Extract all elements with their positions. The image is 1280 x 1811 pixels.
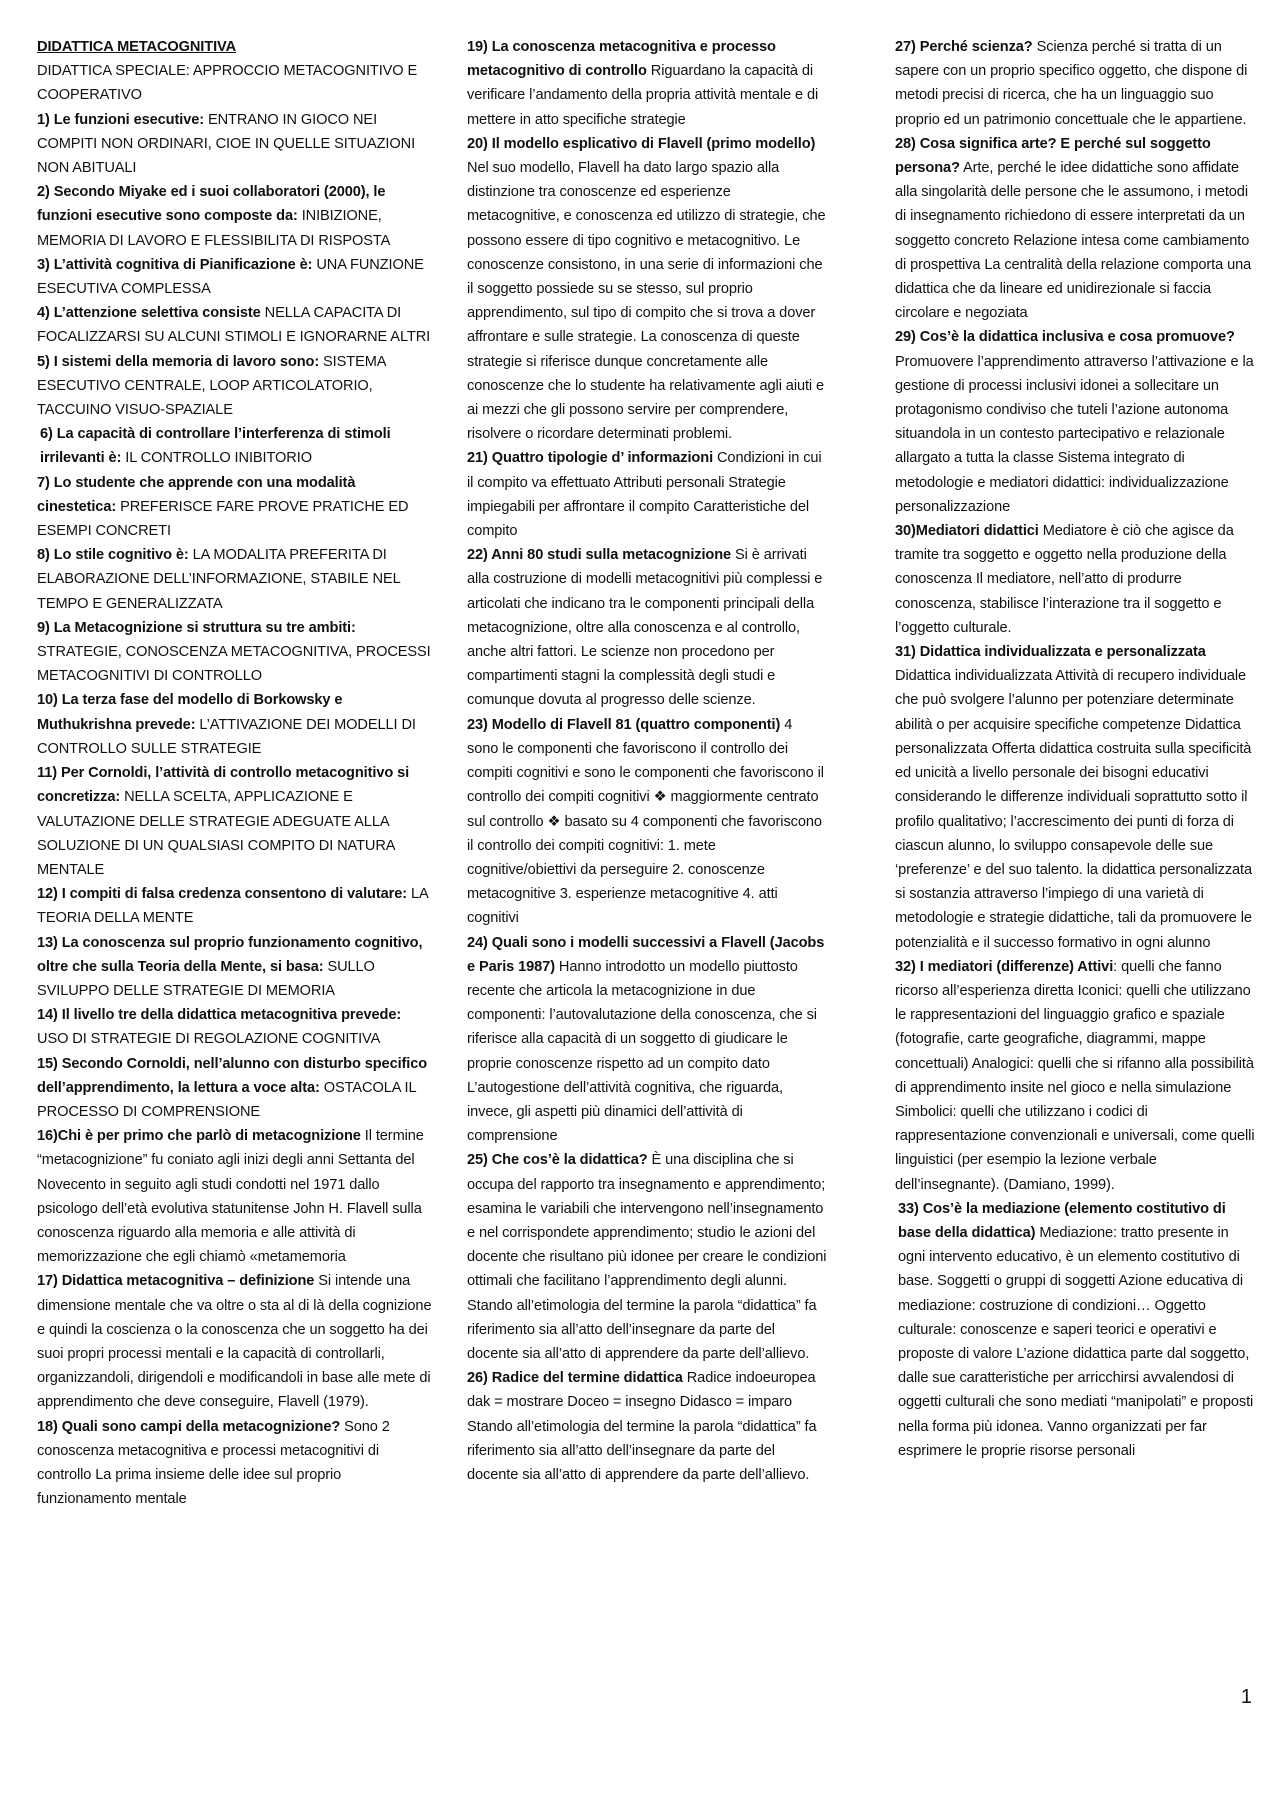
question-text: 25) Che cos’è la didattica? (467, 1152, 648, 1169)
qa-paragraph (467, 1366, 827, 1487)
qa-paragraph (895, 519, 1255, 640)
qa-paragraph (467, 446, 827, 543)
question-text: 7) Lo studente che apprende con una modalità cinestetica: (37, 474, 356, 515)
answer-text: Mediatore è ciò che agisce da tramite tra soggetto e oggetto nella produzione della conoscenza Il mediatore, nell’atto di produrre conoscenza, stabilisce l’interazione tra il soggetto e l’oggetto culturale. (895, 523, 1234, 636)
question-text: 27) Perché scienza? (895, 39, 1033, 55)
question-text: 14) Il livello tre della didattica metacognitiva prevede: (37, 1007, 402, 1024)
answer-text: UNA FUNZIONE ESECUTIVA COMPLESSA (37, 256, 424, 298)
answer-text: USO DI STRATEGIE DI REGOLAZIONE COGNITIVA (37, 1031, 381, 1048)
question-text: 18) Quali sono campi della metacognizione? (37, 1418, 341, 1435)
answer-text: Si intende una dimensione mentale che va oltre o sta al di là della cognizione e quindi la coscienza o la conoscenza che un soggetto ha dei suoi propri processi mentali e la capacità di controllarli, organizzandoli, dirigendoli e modificandoli in base alle mete di apprendimento che deve conseguire, Flavell (1979). (37, 1273, 432, 1411)
answer-text: STRATEGIE, CONOSCENZA METACOGNITIVA, PROCESSI METACOGNITIVI DI CONTROLLO (37, 644, 431, 685)
question-text: 3) L’attività cognitiva di Pianificazione è: (37, 256, 313, 273)
qa-paragraph (895, 640, 1255, 955)
qa-paragraph (37, 1415, 432, 1512)
question-text: 11) Per Cornoldi, l’attività di controllo metacognitivo si concretizza: (37, 765, 410, 806)
qa-paragraph (37, 1003, 432, 1051)
qa-paragraph (37, 1052, 432, 1125)
question-text: 5) I sistemi della memoria di lavoro sono: (37, 353, 320, 370)
question-text: 28) Cosa significa arte? E perché sul soggetto persona? (895, 135, 1211, 177)
qa-paragraph (895, 35, 1255, 325)
answer-text: 4 sono le componenti che favoriscono il controllo dei compiti cognitivi e sono le componenti che favoriscono il controllo dei compiti cognitivi ❖ maggiormente centrato sul controllo ❖ basato su 4 componenti che favoriscono il controllo dei compiti cognitivi: 1. mete cognitive/obiettivi da perseguire 2. conoscenze metacognitive 3. esperienze metacognitive 4. atti cognitivi (467, 716, 824, 927)
answer-text: Riguardano la capacità di verificare l’andamento della propria attività mentale e di mettere in atto specifiche strategie (467, 63, 819, 128)
answer-text: Condizioni in cui il compito va effettuato Attributi personali Strategie impiegabili per affrontare il compito Caratteristiche del compito (467, 450, 822, 540)
qa-paragraph (467, 713, 827, 931)
question-text: 15) Secondo Cornoldi, nell’alunno con disturbo specifico dell’apprendimento, la lettura a voce alta: (37, 1055, 428, 1096)
answer-text: OSTACOLA IL PROCESSO DI COMPRENSIONE (37, 1079, 416, 1120)
qa-paragraph (37, 59, 432, 107)
qa-paragraph (37, 35, 432, 59)
question-text: 19) La conoscenza metacognitiva e processo metacognitivo di controllo (467, 39, 776, 80)
qa-paragraph (467, 132, 827, 447)
question-text: 20) Il modello esplicativo di Flavell (primo modello) (467, 135, 816, 152)
answer-text: NELLA SCELTA, APPLICAZIONE E VALUTAZIONE DELLE STRATEGIE ADEGUATE ALLA SOLUZIONE DI UN QUALSIASI COMPITO DI NATURA MENTALE (37, 789, 395, 878)
question-text: 12) I compiti di falsa credenza consentono di valutare: (37, 886, 407, 903)
answer-text: Nel suo modello, Flavell ha dato largo spazio alla distinzione tra conoscenze ed esperienze metacognitive, e conoscenza ed utilizzo di strategie, che possono essere di tipo cognitivo e metacognitivo. Le conoscenze consistono, in una serie di informazioni che il soggetto possiede su se stesso, sul proprio apprendimento, sul tipo di compito che si trova a dover affrontare e sulle strategie. La conoscenza di queste strategie si riferisce dunque concretamente alle conoscenze che lo studente ha relativamente agli aiuti e ai mezzi che gli possono servire per comprendere, risolvere o ricordare determinati problemi. (467, 160, 826, 443)
question-text: 1) Le funzioni esecutive: (37, 111, 204, 128)
answer-text: LA TEORIA DELLA MENTE (37, 886, 428, 927)
qa-paragraph (37, 108, 432, 181)
qa-paragraph (37, 422, 432, 470)
qa-paragraph (37, 350, 432, 423)
answer-text: L’ATTIVAZIONE DEI MODELLI DI CONTROLLO SULLE STRATEGIE (37, 716, 416, 757)
column-middle (467, 35, 827, 1487)
answer-text: ENTRANO IN GIOCO NEI COMPITI NON ORDINARI, CIOE IN QUELLE SITUAZIONI NON ABITUALI (37, 111, 416, 177)
qa-paragraph (37, 180, 432, 253)
answer-text: Arte, perché le idee didattiche sono affidate alla singolarità delle persone che le assumono, i metodi di insegnamento richiedono di essere interpretati da un soggetto concreto Relazione intesa come cambiamento di prospettiva La centralità della relazione comporta una didattica che da lineare ed unidirezionale si faccia circolare e negoziata (895, 160, 1252, 322)
answer-text: NELLA CAPACITA DI FOCALIZZARSI SU ALCUNI STIMOLI E IGNORARNE ALTRI (37, 305, 431, 346)
question-text: 2) Secondo Miyake ed i suoi collaboratori (2000), le funzioni esecutive sono composte da: (37, 184, 386, 225)
qa-paragraph (467, 931, 827, 1149)
qa-paragraph (895, 1197, 1255, 1463)
answer-text: PREFERISCE FARE PROVE PRATICHE ED ESEMPI CONCRETI (37, 498, 409, 540)
answer-text: Il termine “metacognizione” fu coniato agli inizi degli anni Settanta del Novecento in seguito agli studi condotti nel 1971 dallo psicologo dell’età evolutiva statunitense John H. Flavell sulla conoscenza riguardo alla memoria e alle attività di memorizzazione che egli chiamò «metamemoria (37, 1128, 424, 1266)
question-text: 16)Chi è per primo che parlò di metacognizione (37, 1128, 361, 1145)
qa-paragraph (37, 1269, 432, 1414)
qa-paragraph (37, 471, 432, 544)
document-title: DIDATTICA METACOGNITIVA (37, 39, 237, 55)
qa-paragraph (37, 543, 432, 616)
answer-text: Radice indoeuropea dak = mostrare Doceo = insegno Didasco = imparo Stando all’etimologia del termine la parola “didattica” fa riferimento sia all’atto dell’insegnare da parte del docente sia all’atto di apprendere da parte dell’allievo. (467, 1370, 817, 1483)
qa-paragraph (37, 1124, 432, 1269)
question-text: 8) Lo stile cognitivo è: (37, 547, 189, 564)
question-text: 29) Cos’è la didattica inclusiva e cosa promuove? (895, 329, 1235, 346)
answer-text: Sono 2 conoscenza metacognitiva e processi metacognitivi di controllo La prima insieme delle idee sul proprio funzionamento mentale (37, 1418, 390, 1508)
question-text: 4) L’attenzione selettiva consiste (37, 305, 261, 322)
document-page (37, 35, 1253, 1735)
answer-text: Mediazione: tratto presente in ogni intervento educativo, è un elemento costitutivo di base. Soggetti o gruppi di soggetti Azione educativa di mediazione: costruzione di condizioni… Oggetto culturale: conoscenze e saperi teorici e operativi e proposte di valore L’azione didattica parte dal soggetto, dalle sue caratteristiche per arricchirsi avvalendosi di oggetti culturali che sono mediati “manipolati” e proposti nella forma più idonea. Vanno organizzati per far esprimere le proprie risorse personali (898, 1224, 1254, 1459)
qa-paragraph (37, 761, 432, 882)
question-text: 32) I mediatori (differenze) Attivi (895, 958, 1114, 975)
answer-text: È una disciplina che si occupa del rapporto tra insegnamento e apprendimento; esamina le variabili che intervengono nell’insegnamento e nel corrispondete apprendimento; studio le azioni del docente che risultano più idonee per creare le condizioni ottimali che facilitano l’apprendimento degli alunni. Stando all’etimologia del termine la parola “didattica” fa riferimento sia all’atto dell’insegnare da parte del docente sia all’atto di apprendere da parte dell’allievo. (467, 1152, 827, 1362)
answer-text: Didattica individualizzata Attività di recupero individuale che può svolgere l’alunno per potenziare determinate abilità o per acquisire specifiche competenze Didattica personalizzata Offerta didattica costruita sulla specificità ed unicità a livello personale dei bisogni educativi considerando le differenze individuali soprattutto sotto il profilo qualitativo; l’accrescimento dei punti di forza di ciascun alunno, lo sviluppo consapevole delle sue ‘preferenze’ e del suo talento. la didattica personalizzata si sostanzia attraverso l’impiego di una varietà di metodologie e strategie didattiche, tali da promuovere le potenzialità e il successo formativo in ogni alunno (895, 668, 1253, 951)
qa-paragraph (37, 931, 432, 1004)
answer-text: SULLO SVILUPPO DELLE STRATEGIE DI MEMORIA (37, 958, 375, 999)
question-text: 21) Quattro tipologie d’ informazioni (467, 450, 714, 467)
qa-paragraph (37, 301, 432, 349)
question-text: 22) Anni 80 studi sulla metacognizione (467, 547, 732, 564)
answer-text: Promuovere l’apprendimento attraverso l’attivazione e la gestione di processi inclusivi idonei a sollecitare un protagonismo condiviso che tuteli l’azione autonoma situandola in un contesto partecipativo e relazionale allargato a tutta la classe Sistema integrato di metodologie e mediatori didattici: individualizzazione personalizzazione (895, 353, 1254, 515)
answer-text: IL CONTROLLO INIBITORIO (121, 450, 312, 467)
question-text: 30)Mediatori didattici (895, 523, 1039, 540)
answer-text: SISTEMA ESECUTIVO CENTRALE, LOOP ARTICOLATORIO, TACCUINO VISUO-SPAZIALE (37, 353, 386, 419)
qa-paragraph (467, 543, 827, 712)
answer-text: : quelli che fanno ricorso all’esperienza diretta Iconici: quelli che utilizzano le rappresentazioni del linguaggio grafico e spaziale (fotografie, carte geografiche, diagrammi, mappe concettuali) Analogici: quelli che si rifanno alla possibilità di apprendimento insite nel gioco e nella simulazione Simbolici: quelli che utilizzano i codici di rappresentazione convenzionali e universali, come quelli linguistici (per esempio la lezione verbale dell’insegnante). (Damiano, 1999). (895, 958, 1255, 1193)
qa-paragraph (37, 616, 432, 689)
answer-text: Si è arrivati alla costruzione di modelli metacognitivi più complessi e articolati che indicano tra le componenti principali della metacognizione, oltre alla conoscenza e al controllo, anche altri fattori. Le scienze non procedono per compartimenti stagni la complessità degli studi e comunque dovuta al progresso delle scienze. (467, 547, 823, 709)
question-text: 10) La terza fase del modello di Borkowsky e Muthukrishna prevede: (37, 692, 343, 733)
question-text: 26) Radice del termine didattica (467, 1370, 683, 1387)
question-text: 6) La capacità di controllare l’interferenza di stimoli irrilevanti è: (40, 426, 391, 467)
answer-text: INIBIZIONE, MEMORIA DI LAVORO E FLESSIBILITA DI RISPOSTA (37, 208, 391, 249)
qa-paragraph (895, 325, 1255, 519)
question-text: 23) Modello di Flavell 81 (quattro componenti) (467, 716, 781, 733)
answer-text: Hanno introdotto un modello piuttosto recente che articola la metacognizione in due componenti: l’autovalutazione della conoscenza, che si riferisce alla capacità di un soggetto di giudicare le proprie conoscenze rispetto ad un compito dato L’autogestione dell’attività cognitiva, che riguarda, invece, gli aspetti più dinamici dell’attività di comprensione (467, 958, 817, 1145)
qa-paragraph (37, 688, 432, 761)
answer-text: Scienza perché si tratta di un sapere con un proprio specifico oggetto, che dispone di metodi precisi di ricerca, che ha un linguaggio suo proprio ed un patrimonio concettuale che le appartiene. (895, 39, 1248, 128)
column-right (895, 35, 1255, 1463)
answer-text: LA MODALITA PREFERITA DI ELABORAZIONE DELL’INFORMAZIONE, STABILE NEL TEMPO E GENERALIZZATA (37, 547, 401, 612)
question-text: 31) Didattica individualizzata e personalizzata (895, 644, 1206, 661)
question-text: 24) Quali sono i modelli successivi a Flavell (Jacobs e Paris 1987) (467, 934, 825, 975)
qa-paragraph (467, 1148, 827, 1366)
question-text: 17) Didattica metacognitiva – definizione (37, 1273, 315, 1290)
qa-paragraph (37, 253, 432, 301)
qa-paragraph (467, 35, 827, 132)
qa-paragraph (37, 882, 432, 930)
page-number: 1 (1240, 1686, 1252, 1708)
column-left (37, 35, 432, 1511)
question-text: 13) La conoscenza sul proprio funzionamento cognitivo, oltre che sulla Teoria della Mente, si basa: (37, 934, 423, 975)
qa-paragraph (895, 955, 1255, 1197)
question-text: 9) La Metacognizione si struttura su tre ambiti: (37, 619, 356, 636)
question-text: 33) Cos’è la mediazione (elemento costitutivo di base della didattica) (898, 1200, 1226, 1241)
answer-text: DIDATTICA SPECIALE: APPROCCIO METACOGNITIVO E COOPERATIVO (37, 63, 418, 104)
